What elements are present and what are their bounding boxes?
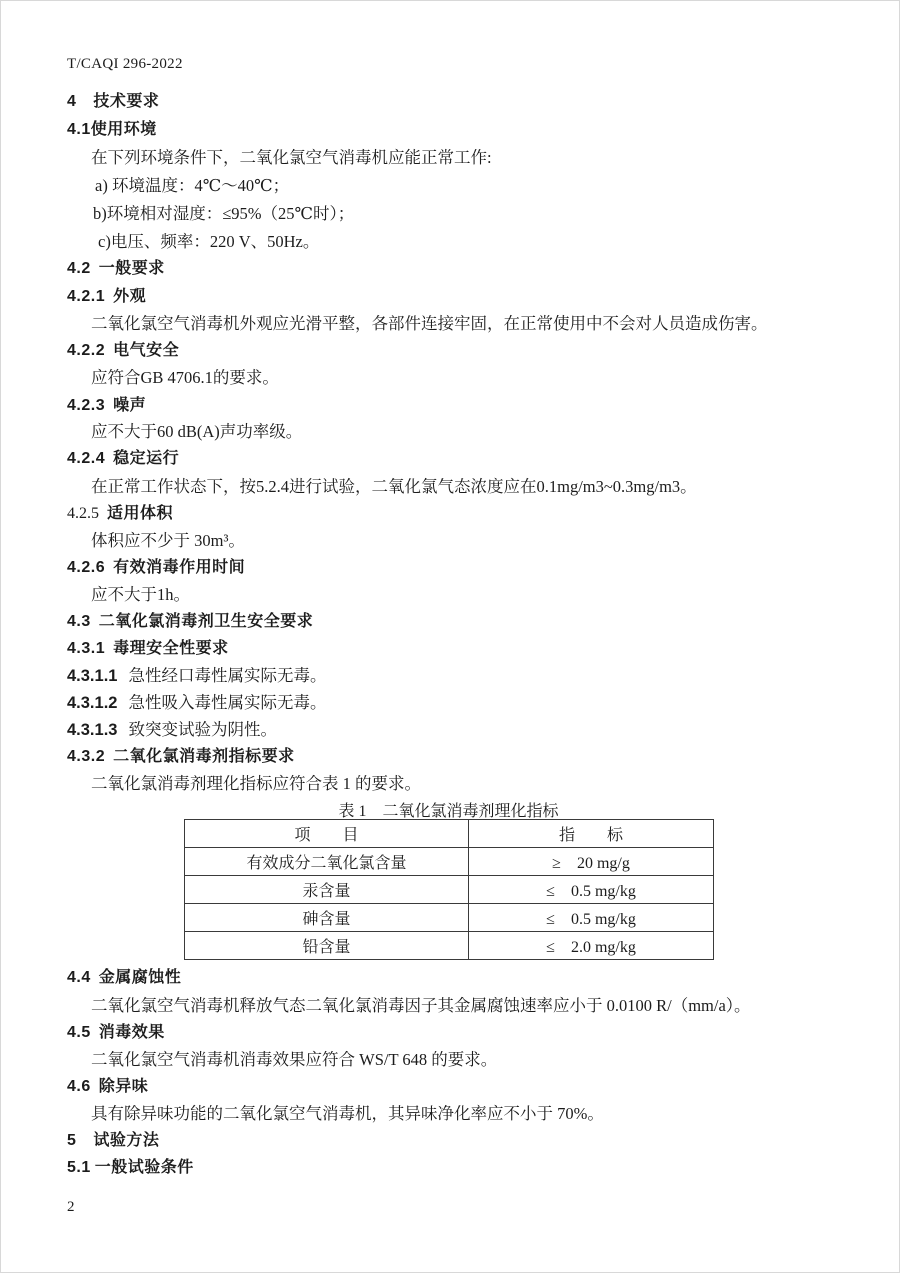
- paragraph-table-intro: 二氧化氯消毒剂理化指标应符合表 1 的要求。: [91, 774, 421, 793]
- clause-number: 4.5: [67, 1024, 91, 1041]
- clause-number: 4.2.4: [67, 450, 106, 467]
- clause-number: 4.2.2: [67, 342, 106, 359]
- heading-4-5: [67, 1022, 165, 1044]
- clause-title: 噪声: [113, 397, 147, 414]
- clause-title: 稳定运行: [113, 450, 180, 467]
- heading-4-2-2: [67, 340, 179, 362]
- clause-number: 4.3.2: [67, 748, 106, 765]
- table-cell-item: 有效成分二氧化氯含量: [185, 848, 469, 876]
- heading-4-2-4: [67, 448, 179, 470]
- clause-title: 有效消毒作用时间: [113, 559, 246, 576]
- clause-title: 使用环境: [90, 121, 157, 138]
- clause-title: 除异味: [98, 1078, 149, 1095]
- heading-4-2-6: [67, 557, 245, 579]
- paragraph-noise: 应不大于60 dB(A)声功率级。: [91, 422, 303, 441]
- table-cell-index: ≥ 20 mg/g: [469, 848, 714, 876]
- heading-4-4: [67, 967, 181, 989]
- heading-4-2-5: [67, 503, 173, 525]
- table-row: [185, 932, 714, 960]
- clause-4-3-1-2: [67, 692, 326, 714]
- clause-number: 4.1: [67, 121, 91, 138]
- table-header-row: [185, 820, 714, 848]
- clause-number: 4.2.1: [67, 288, 106, 305]
- paragraph-appearance: 二氧化氯空气消毒机外观应光滑平整，各部件连接牢固，在正常使用中不会对人员造成伤害。: [91, 314, 768, 333]
- standard-code-header: T/CAQI 296-2022: [67, 56, 183, 72]
- heading-4-2-1: [67, 286, 146, 308]
- list-item-temperature: a) 环境温度：4℃～40℃；: [95, 176, 290, 195]
- clause-title: 适用体积: [107, 505, 174, 522]
- clause-number: 4.3: [67, 613, 91, 630]
- list-item-humidity: b)环境相对湿度：≤95%（25℃时）；: [93, 204, 355, 223]
- table-row: [185, 876, 714, 904]
- table-cell-item: 汞含量: [185, 876, 469, 904]
- paragraph-environment-intro: 在下列环境条件下，二氧化氯空气消毒机应能正常工作:: [91, 148, 492, 167]
- list-item-voltage: c)电压、频率：220 V、50Hz。: [98, 232, 320, 251]
- clause-title: 技术要求: [93, 93, 160, 110]
- heading-4-3: [67, 611, 313, 633]
- clause-title: 毒理安全性要求: [113, 640, 229, 657]
- clause-text: 急性吸入毒性属实际无毒。: [128, 693, 327, 712]
- clause-4-3-1-3: [67, 719, 277, 741]
- paragraph-volume: 体积应不少于 30m³。: [91, 531, 245, 550]
- clause-text: 致突变试验为阴性。: [128, 720, 277, 739]
- clause-number: 5.1: [67, 1159, 91, 1176]
- table-row: [185, 904, 714, 932]
- table-1-caption: 表 1 二氧化氯消毒剂理化指标: [338, 803, 559, 820]
- clause-number: 4.3.1.2: [67, 694, 118, 712]
- paragraph-odor-removal: 具有除异味功能的二氧化氯空气消毒机，其异味净化率应不小于 70%。: [91, 1104, 604, 1123]
- clause-title: 一般要求: [98, 260, 165, 277]
- paragraph-corrosion: 二氧化氯空气消毒机释放气态二氧化氯消毒因子其金属腐蚀速率应小于 0.0100 R/（mm/a）。: [91, 996, 751, 1015]
- clause-number: 4.2.6: [67, 559, 106, 576]
- table-cell-index: ≤ 0.5 mg/kg: [469, 876, 714, 904]
- heading-4-1: [67, 119, 157, 141]
- heading-4-3-1: [67, 638, 229, 660]
- heading-4: [67, 91, 159, 113]
- table-header-index: 指 标: [469, 820, 714, 848]
- clause-title: 试验方法: [93, 1132, 160, 1149]
- clause-title: 金属腐蚀性: [98, 969, 182, 986]
- page-number: 2: [67, 1199, 75, 1215]
- clause-number: 4: [67, 93, 77, 110]
- clause-title: 消毒效果: [98, 1024, 165, 1041]
- table-cell-item: 铅含量: [185, 932, 469, 960]
- paragraph-disinfection-effect: 二氧化氯空气消毒机消毒效果应符合 WS/T 648 的要求。: [91, 1050, 498, 1069]
- paragraph-disinfection-time: 应不大于1h。: [91, 585, 190, 604]
- clause-title: 外观: [113, 288, 147, 305]
- table-cell-index: ≤ 0.5 mg/kg: [469, 904, 714, 932]
- table-cell-index: ≤ 2.0 mg/kg: [469, 932, 714, 960]
- paragraph-electric-safety: 应符合GB 4706.1的要求。: [91, 368, 279, 387]
- table-1-physicochemical-indicators: [184, 819, 714, 960]
- heading-4-2-3: [67, 395, 146, 417]
- paragraph-stable-operation: 在正常工作状态下，按5.2.4进行试验，二氧化氯气态浓度应在0.1mg/m3~0.3mg/m3。: [91, 477, 697, 496]
- clause-number: 4.3.1.3: [67, 721, 118, 739]
- clause-number: 4.2.5: [67, 505, 99, 522]
- clause-title: 电气安全: [113, 342, 180, 359]
- table-header-item: 项 目: [185, 820, 469, 848]
- clause-title: 一般试验条件: [94, 1159, 194, 1176]
- clause-number: 4.3.1.1: [67, 667, 118, 685]
- clause-4-3-1-1: [67, 665, 326, 687]
- clause-text: 急性经口毒性属实际无毒。: [128, 666, 327, 685]
- clause-number: 4.3.1: [67, 640, 106, 657]
- heading-5: [67, 1130, 159, 1152]
- heading-5-1: [67, 1157, 194, 1179]
- clause-number: 5: [67, 1132, 77, 1149]
- heading-4-6: [67, 1076, 148, 1098]
- table-cell-item: 砷含量: [185, 904, 469, 932]
- clause-title: 二氧化氯消毒剂指标要求: [113, 748, 295, 765]
- clause-number: 4.6: [67, 1078, 91, 1095]
- clause-title: 二氧化氯消毒剂卫生安全要求: [98, 613, 314, 630]
- heading-4-3-2: [67, 746, 295, 768]
- clause-number: 4.2: [67, 260, 91, 277]
- clause-number: 4.4: [67, 969, 91, 986]
- heading-4-2: [67, 258, 165, 280]
- clause-number: 4.2.3: [67, 397, 106, 414]
- table-row: [185, 848, 714, 876]
